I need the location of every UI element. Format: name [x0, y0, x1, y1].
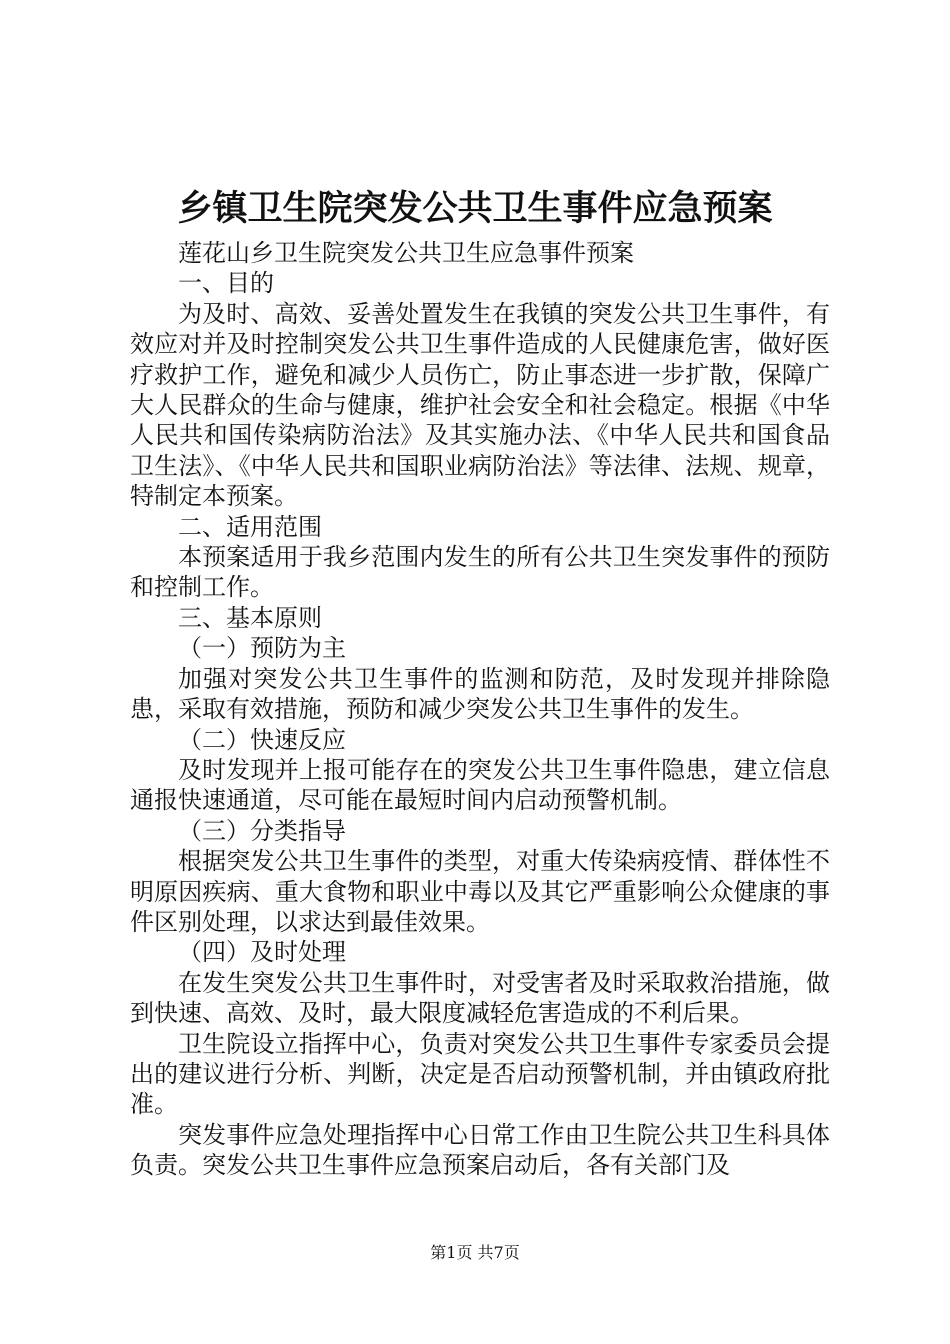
page-footer: 第1页 共7页 — [430, 1243, 520, 1262]
paragraph-prevention: 加强对突发公共卫生事件的监测和防范，及时发现并排除隐患，采取有效措施，预防和减少突发公共卫生事件的发生。 — [130, 664, 830, 724]
document-body — [130, 238, 830, 1181]
paragraph-purpose: 为及时、高效、妥善处置发生在我镇的突发公共卫生事件，有效应对并及时控制突发公共卫生事件造成的人民健康危害，做好医疗救护工作，避免和减少人员伤亡，防止事态进一步扩散，保障广大人民群众的生命与健康，维护社会安全和社会稳定。根据《中华人民共和国传染病防治法》及其实施办法、《中华人民共和国食品卫生法》、《中华人民共和国职业病防治法》等法律、法规、规章，特制定本预案。 — [130, 299, 830, 511]
section-heading-purpose: 一、目的 — [178, 269, 274, 298]
paragraph-subtitle: 莲花山乡卫生院突发公共卫生应急事件预案 — [178, 239, 634, 267]
section-heading-principles: 三、基本原则 — [178, 603, 322, 632]
paragraph-scope: 本预案适用于我乡范围内发生的所有公共卫生突发事件的预防和控制工作。 — [130, 543, 830, 602]
document-title: 乡镇卫生院突发公共卫生事件应急预案 — [177, 188, 773, 229]
paragraph-timely-handling: 在发生突发公共卫生事件时，对受害者及时采取救治措施，做到快速、高效、及时，最大限度减轻危害造成的不利后果。 — [130, 968, 830, 1028]
subsection-heading-prevention: （一）预防为主 — [178, 634, 346, 663]
paragraph-daily-work: 突发事件应急处理指挥中心日常工作由卫生院公共卫生科具体负责。突发公共卫生事件应急预案启动后，各有关部门及 — [130, 1120, 830, 1180]
subsection-heading-timely-handling: （四）及时处理 — [178, 938, 346, 967]
paragraph-command-center: 卫生院设立指挥中心，负责对突发公共卫生事件专家委员会提出的建议进行分析、判断，决定是否启动预警机制，并由镇政府批准。 — [130, 1029, 830, 1119]
subsection-heading-rapid-response: （二）快速反应 — [178, 725, 346, 754]
paragraph-classification: 根据突发公共卫生事件的类型，对重大传染病疫情、群体性不明原因疾病、重大食物和职业中毒以及其它严重影响公众健康的事件区别处理，以求达到最佳效果。 — [130, 847, 830, 936]
paragraph-rapid-response: 及时发现并上报可能存在的突发公共卫生事件隐患，建立信息通报快速通道，尽可能在最短时间内启动预警机制。 — [130, 755, 830, 815]
subsection-heading-classification: （三）分类指导 — [178, 816, 346, 845]
section-heading-scope: 二、适用范围 — [178, 512, 322, 541]
